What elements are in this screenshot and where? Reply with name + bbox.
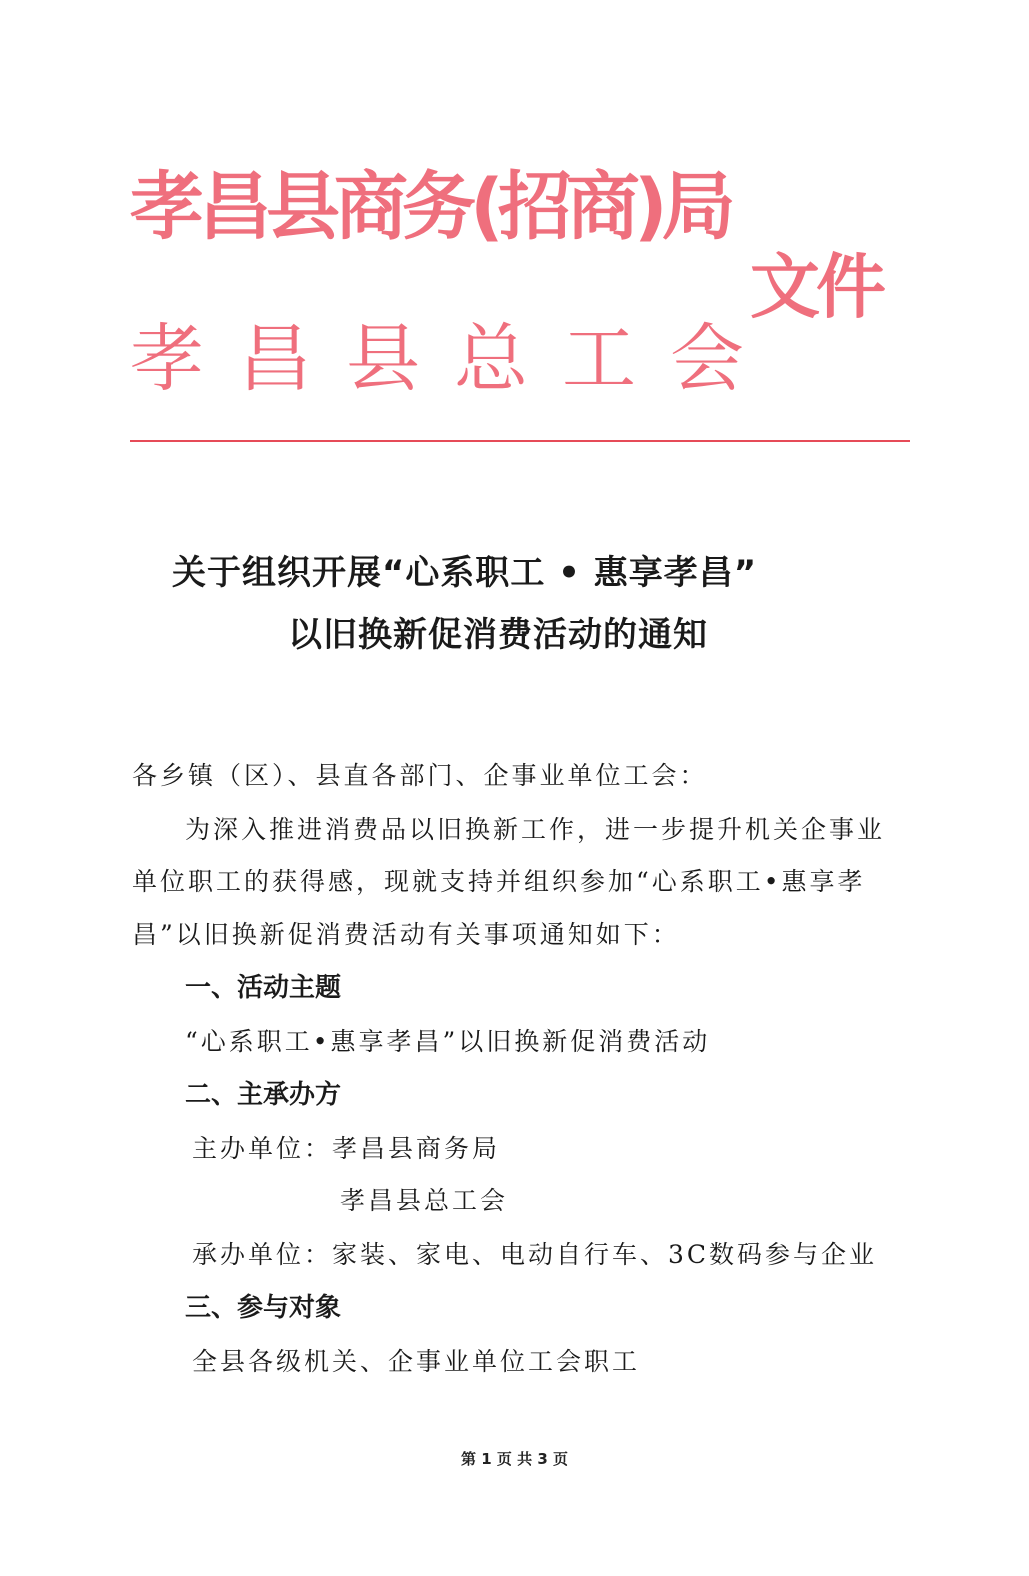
letterhead-doc-word: 文件 xyxy=(750,246,882,328)
section-heading-2: 二、主承办方 xyxy=(185,1080,342,1110)
letterhead-divider xyxy=(130,440,910,442)
letterhead-org-1: 孝昌县商务(招商)局 xyxy=(130,164,730,250)
section-heading-3: 三、参与对象 xyxy=(185,1293,342,1323)
salutation: 各乡镇（区）、县直各部门、企事业单位工会： xyxy=(132,761,708,790)
organizer-line: 承办单位：家装、家电、电动自行车、3C数码参与企业 xyxy=(192,1240,878,1269)
host-org-line-2: 孝昌县总工会 xyxy=(340,1186,509,1215)
letterhead-org-2: 孝昌县总工会 xyxy=(130,316,778,402)
section-3-content: 全县各级机关、企事业单位工会职工 xyxy=(192,1347,641,1376)
host-org-line: 主办单位：孝昌县商务局 xyxy=(192,1134,501,1163)
page-number: 第 1 页 共 3 页 xyxy=(461,1450,568,1468)
intro-line-1: 为深入推进消费品以旧换新工作，进一步提升机关企事业 xyxy=(185,815,886,844)
doc-title-line-1: 关于组织开展“心系职工 • 惠享孝昌” xyxy=(172,553,758,593)
intro-line-3: 昌”以旧换新促消费活动有关事项通知如下： xyxy=(132,920,680,949)
intro-line-2: 单位职工的获得感，现就支持并组织参加“心系职工•惠享孝 xyxy=(132,867,866,896)
section-1-content: “心系职工•惠享孝昌”以旧换新促消费活动 xyxy=(185,1027,711,1056)
section-heading-1: 一、活动主题 xyxy=(185,973,342,1003)
doc-title-line-2: 以旧换新促消费活动的通知 xyxy=(288,615,708,655)
